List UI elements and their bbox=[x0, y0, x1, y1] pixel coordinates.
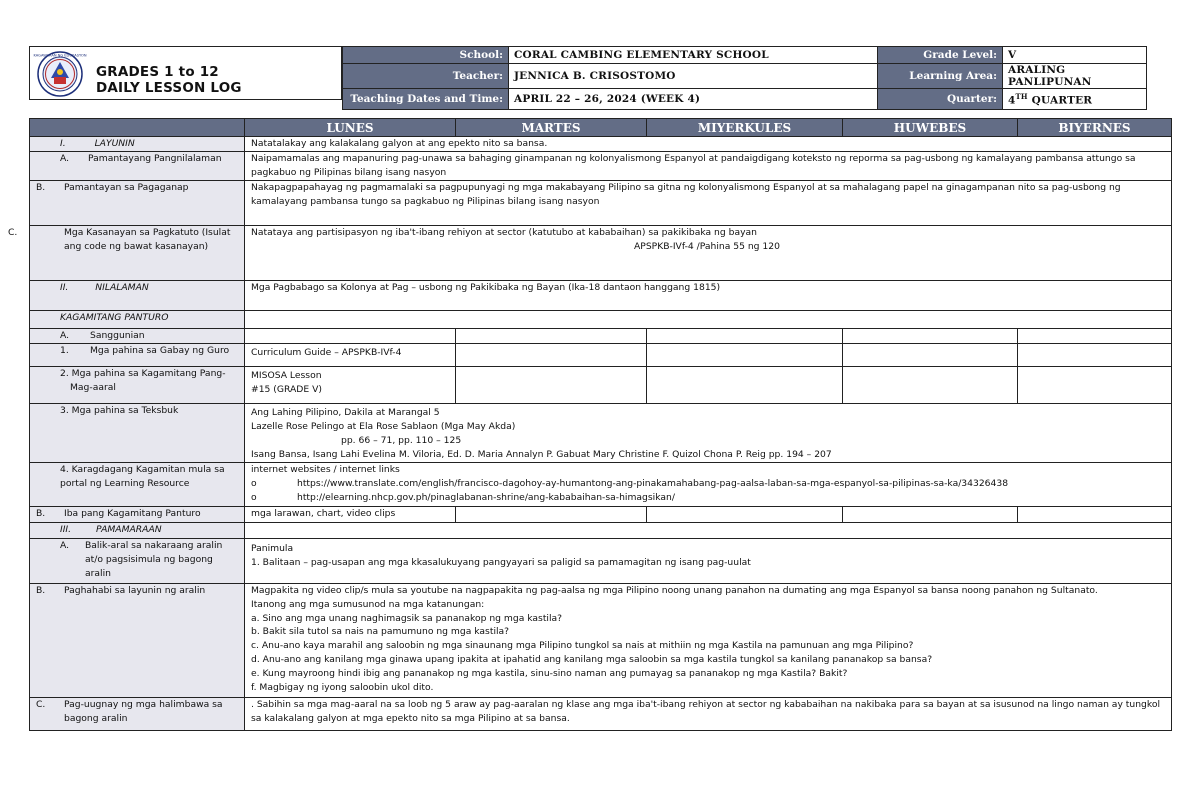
pangnilalaman-label: Pamantayang Pangnilalaman bbox=[88, 153, 222, 164]
grade-level-label: Grade Level: bbox=[878, 47, 1003, 64]
nilalaman-content: Mga Pagbabago sa Kolonya at Pag – usbong ng Pakikibaka ng Bayan (Ika-18 dantaon hanggang 1815) bbox=[245, 281, 1172, 311]
iba-pang-tue bbox=[456, 507, 647, 523]
iba-pang-content: mga larawan, chart, video clips bbox=[245, 507, 456, 523]
row-kagamitang-panturo bbox=[30, 311, 1172, 329]
kagamitang-pang-label-2: Mag-aaral bbox=[70, 382, 116, 393]
balik-aral-content bbox=[245, 539, 1172, 584]
quarter-number: 4 bbox=[1008, 94, 1016, 107]
pagaganap-label: Pamantayan sa Pagaganap bbox=[64, 182, 189, 193]
teksbuk-label: 3. Mga pahina sa Teksbuk bbox=[30, 404, 245, 463]
learning-area-value: ARALING PANLIPUNAN bbox=[1003, 64, 1147, 89]
karagdagang-label-2: portal ng Learning Resource bbox=[60, 478, 190, 489]
learning-area-label: Learning Area: bbox=[878, 64, 1003, 89]
sanggunian-wed bbox=[647, 329, 843, 344]
iba-pang-number: B. bbox=[36, 508, 46, 519]
row-paghahabi bbox=[30, 584, 1172, 698]
teksbuk-line-3: pp. 66 – 71, pp. 110 – 125 bbox=[341, 435, 462, 446]
pangnilalaman-number: A. bbox=[60, 153, 70, 164]
balik-aral-label-cell bbox=[30, 539, 245, 584]
pag-uugnay-content: . Sabihin sa mga mag-aaral na sa loob ng 5 araw ay pag-aaralan ng klase ang mga iba't-ibang rehiyon at sector ng kababaihan na nakibaka para sa bayan at sa isusunod na lingo naman ay tungkol sa kalakalang galyon at mga epekto nito sa mga Pilipino at sa bansa. bbox=[245, 698, 1172, 731]
bullet-2: o bbox=[251, 492, 257, 503]
row-kasanayan bbox=[30, 226, 1172, 281]
pagaganap-label-cell bbox=[30, 181, 245, 226]
kagamitan-content bbox=[245, 311, 1172, 329]
row-pag-uugnay bbox=[30, 698, 1172, 731]
balik-aral-number: A. bbox=[60, 540, 70, 551]
sanggunian-mon bbox=[245, 329, 456, 344]
link-nhcp[interactable]: http://elearning.nhcp.gov.ph/pinaglabanan-shrine/ang-kababaihan-sa-himagsikan/ bbox=[297, 492, 675, 503]
kagamitang-pang-fri bbox=[1018, 367, 1172, 404]
kagamitang-pang-label-1: 2. Mga pahina sa Kagamitang Pang- bbox=[60, 368, 226, 379]
karagdagang-line-1: internet websites / internet links bbox=[251, 464, 400, 475]
iba-pang-wed bbox=[647, 507, 843, 523]
paghahabi-label-cell bbox=[30, 584, 245, 698]
karagdagang-link-row-2 bbox=[251, 491, 1165, 505]
quarter-suffix: TH bbox=[1015, 91, 1028, 101]
page-title bbox=[96, 64, 242, 96]
sanggunian-tue bbox=[456, 329, 647, 344]
layunin-number: I. bbox=[60, 138, 66, 149]
pangnilalaman-label-cell bbox=[30, 152, 245, 181]
quarter-value bbox=[1003, 89, 1147, 110]
row-karagdagang-kagamitan bbox=[30, 463, 1172, 507]
kasanayan-content-cell bbox=[245, 226, 1172, 281]
karagdagang-content bbox=[245, 463, 1172, 507]
pag-uugnay-number: C. bbox=[36, 699, 46, 710]
kagamitang-pang-tue bbox=[456, 367, 647, 404]
paghahabi-line-2: Itanong ang mga sumusunod na mga katanungan: bbox=[251, 598, 485, 610]
layunin-label: LAYUNIN bbox=[94, 138, 135, 149]
paghahabi-label: Paghahabi sa layunin ng aralin bbox=[64, 585, 206, 596]
balik-aral-label-3: aralin bbox=[85, 568, 111, 579]
sanggunian-label: Sanggunian bbox=[90, 330, 145, 341]
teksbuk-content bbox=[245, 404, 1172, 463]
row-balik-aral bbox=[30, 539, 1172, 584]
row-pamamaraan bbox=[30, 523, 1172, 539]
layunin-content: Natatalakay ang kalakalang galyon at ang epekto nito sa bansa. bbox=[245, 137, 1172, 152]
pag-uugnay-label-cell bbox=[30, 698, 245, 731]
kasanayan-label-cell bbox=[8, 226, 245, 281]
layunin-label-cell bbox=[30, 137, 245, 152]
sanggunian-number: A. bbox=[60, 330, 70, 341]
lesson-log-table bbox=[8, 118, 1172, 731]
iba-pang-fri bbox=[1018, 507, 1172, 523]
row-pamantayan-pagaganap bbox=[30, 181, 1172, 226]
corner-cell bbox=[30, 119, 245, 137]
gabay-label: Mga pahina sa Gabay ng Guro bbox=[90, 345, 230, 356]
gabay-fri bbox=[1018, 344, 1172, 367]
balik-aral-label-2: at/o pagsisimula ng bagong bbox=[85, 554, 213, 565]
row-gabay-guro bbox=[30, 344, 1172, 367]
title-line-1: GRADES 1 to 12 bbox=[96, 64, 219, 80]
days-header-row bbox=[30, 119, 1172, 137]
paghahabi-line-3: a. Sino ang mga unang naghimagsik sa pananakop ng mga kastila? bbox=[251, 612, 563, 624]
row-layunin bbox=[30, 137, 1172, 152]
row-pamantayang-pangnilalaman bbox=[30, 152, 1172, 181]
day-monday: LUNES bbox=[245, 119, 456, 137]
pagaganap-content: Nakapagpapahayag ng pagmamalaki sa pagpupunyagi ng mga makabayang Pilipino sa gitna ng kolonyalismong Espanyol at sa mahalagang papel na ginagampanan nito sa pag-usbong ng kamalayang pambansa tungo sa pagkabuo ng Pilipinas bilang isang nasyon bbox=[245, 181, 1172, 226]
quarter-label: Quarter: bbox=[878, 89, 1003, 110]
misosa-line-1: MISOSA Lesson bbox=[251, 370, 322, 381]
bullet-1: o bbox=[251, 478, 257, 489]
quarter-word: QUARTER bbox=[1031, 94, 1093, 107]
gabay-label-cell bbox=[30, 344, 245, 367]
teaching-dates-value: APRIL 22 – 26, 2024 (WEEK 4) bbox=[509, 89, 878, 110]
pamamaraan-label: PAMAMARAAN bbox=[95, 524, 162, 535]
pamamaraan-number: III. bbox=[60, 524, 72, 535]
sanggunian-thu bbox=[843, 329, 1018, 344]
teksbuk-line-4: Isang Bansa, Isang Lahi Evelina M. Viloria, Ed. D. Maria Annalyn P. Gabuat Mary Christine F. Quizol Chona P. Reig pp. 194 – 207 bbox=[251, 449, 832, 460]
link-translate[interactable]: https://www.translate.com/english/francisco-dagohoy-ay-humantong-ang-pinakamahabang-pag-aalsa-laban-sa-mga-espanyol-sa-pilipinas-sa-ka/34326438 bbox=[297, 478, 1009, 489]
nilalaman-number: II. bbox=[60, 282, 69, 293]
school-value: CORAL CAMBING ELEMENTARY SCHOOL bbox=[509, 47, 878, 64]
pagaganap-number: B. bbox=[36, 182, 46, 193]
pag-uugnay-label-2: bagong aralin bbox=[64, 713, 128, 724]
row-iba-pang-kagamitan bbox=[30, 507, 1172, 523]
paghahabi-line-1: Magpakita ng video clip/s mula sa youtube na nagpapakita ng pag-aalsa ng mga Pilipino noong unang panahon na dumating ang mga Espanyol sa bansa noong panahon ng Sultanato. bbox=[251, 585, 1098, 596]
paghahabi-line-8: f. Magbigay ng iyong saloobin ukol dito. bbox=[251, 681, 434, 693]
row-sanggunian bbox=[30, 329, 1172, 344]
teaching-dates-label: Teaching Dates and Time: bbox=[343, 89, 509, 110]
teksbuk-line-2: Lazelle Rose Pelingo at Ela Rose Sablaon (Mga May Akda) bbox=[251, 421, 516, 432]
grade-level-value: V bbox=[1003, 47, 1147, 64]
sanggunian-fri bbox=[1018, 329, 1172, 344]
kagamitan-label: KAGAMITANG PANTURO bbox=[30, 311, 245, 329]
paghahabi-line-7: e. Kung mayroong hindi ibig ang pananakop ng mga kastila, sinu-sino naman ang pumayag sa pananakop ng mga Kastila? Bakit? bbox=[251, 667, 848, 679]
kagamitang-pang-content bbox=[245, 367, 456, 404]
kagamitang-pang-wed bbox=[647, 367, 843, 404]
gabay-wed bbox=[647, 344, 843, 367]
day-thursday: HUWEBES bbox=[843, 119, 1018, 137]
svg-text:KAGAWARAN NG EDUKASYON: KAGAWARAN NG EDUKASYON bbox=[33, 53, 87, 58]
nilalaman-label: NILALAMAN bbox=[95, 282, 149, 293]
pangnilalaman-content: Naipamamalas ang mapanuring pag-unawa sa bahaging ginampanan ng kolonyalismong Espanyol at pandaigdigang koteksto ng reporma sa pag-usbong ng kamalayang pambansa attungo sa pagkabuo ng Pilipinas bilang isang nasyon bbox=[245, 152, 1172, 181]
iba-pang-label-cell bbox=[30, 507, 245, 523]
header-info-table bbox=[342, 46, 1147, 110]
paghahabi-line-4: b. Bakit sila tutol sa nais na pamumuno ng mga kastila? bbox=[251, 626, 510, 638]
pamamaraan-label-cell bbox=[30, 523, 245, 539]
kagamitang-pang-label-cell bbox=[30, 367, 245, 404]
kasanayan-label: Mga Kasanayan sa Pagkatuto (Isulat ang code ng bawat kasanayan) bbox=[64, 227, 231, 252]
kasanayan-content: Natataya ang partisipasyon ng iba't-ibang rehiyon at sector (katutubo at kababaihan) sa pakikibaka ng bayan bbox=[251, 227, 757, 238]
row-teksbuk bbox=[30, 404, 1172, 463]
gabay-tue bbox=[456, 344, 647, 367]
gabay-content: Curriculum Guide – APSPKB-IVf-4 bbox=[245, 344, 456, 367]
kagamitang-pang-thu bbox=[843, 367, 1018, 404]
balitaan-text: 1. Balitaan – pag-usapan ang mga kkasalukuyang pangyayari sa paligid sa pamamagitan ng isang pag-uulat bbox=[251, 557, 751, 568]
paghahabi-content bbox=[245, 584, 1172, 698]
nilalaman-label-cell bbox=[30, 281, 245, 311]
misosa-line-2: #15 (GRADE V) bbox=[251, 384, 322, 395]
gabay-thu bbox=[843, 344, 1018, 367]
paghahabi-line-5: c. Anu-ano kaya marahil ang saloobin ng mga sinaunang mga Pilipino tungkol sa nais at mithiin ng mga Kastila na pamunuan ang mga Pilipino? bbox=[251, 640, 914, 652]
kasanayan-code: APSPKB-IVf-4 /Pahina 55 ng 120 bbox=[634, 241, 780, 252]
paghahabi-line-6: d. Anu-ano ang kanilang mga ginawa upang ipakita at ipahatid ang kanilang mga saloobin sa mga kastila tungkol sa kanilang pananakop sa bansa? bbox=[251, 653, 933, 665]
paghahabi-number: B. bbox=[36, 585, 46, 596]
deped-seal-logo bbox=[33, 51, 87, 97]
iba-pang-label: Iba pang Kagamitang Panturo bbox=[64, 508, 201, 519]
header-title-box bbox=[29, 46, 342, 100]
iba-pang-thu bbox=[843, 507, 1018, 523]
title-line-2: DAILY LESSON LOG bbox=[96, 80, 242, 96]
row-kagamitang-pang-mag-aaral bbox=[30, 367, 1172, 404]
day-tuesday: MARTES bbox=[456, 119, 647, 137]
sanggunian-label-cell bbox=[30, 329, 245, 344]
panimula-text: Panimula bbox=[251, 543, 294, 554]
row-nilalaman bbox=[30, 281, 1172, 311]
pag-uugnay-label-1: Pag-uugnay ng mga halimbawa sa bbox=[64, 699, 223, 710]
gabay-number: 1. bbox=[60, 345, 69, 356]
day-friday: BIYERNES bbox=[1018, 119, 1172, 137]
karagdagang-label-1: 4. Karagdagang Kagamitan mula sa bbox=[60, 464, 225, 475]
karagdagang-label-cell bbox=[30, 463, 245, 507]
day-wednesday: MIYERKULES bbox=[647, 119, 843, 137]
karagdagang-link-row-1 bbox=[251, 477, 1165, 491]
teksbuk-line-1: Ang Lahing Pilipino, Dakila at Marangal 5 bbox=[251, 407, 440, 418]
balik-aral-label-1: Balik-aral sa nakaraang aralin bbox=[85, 540, 223, 551]
teacher-label: Teacher: bbox=[343, 64, 509, 89]
kasanayan-number: C. bbox=[8, 227, 18, 238]
school-label: School: bbox=[343, 47, 509, 64]
pamamaraan-content bbox=[245, 523, 1172, 539]
teacher-value: JENNICA B. CRISOSTOMO bbox=[509, 64, 878, 89]
